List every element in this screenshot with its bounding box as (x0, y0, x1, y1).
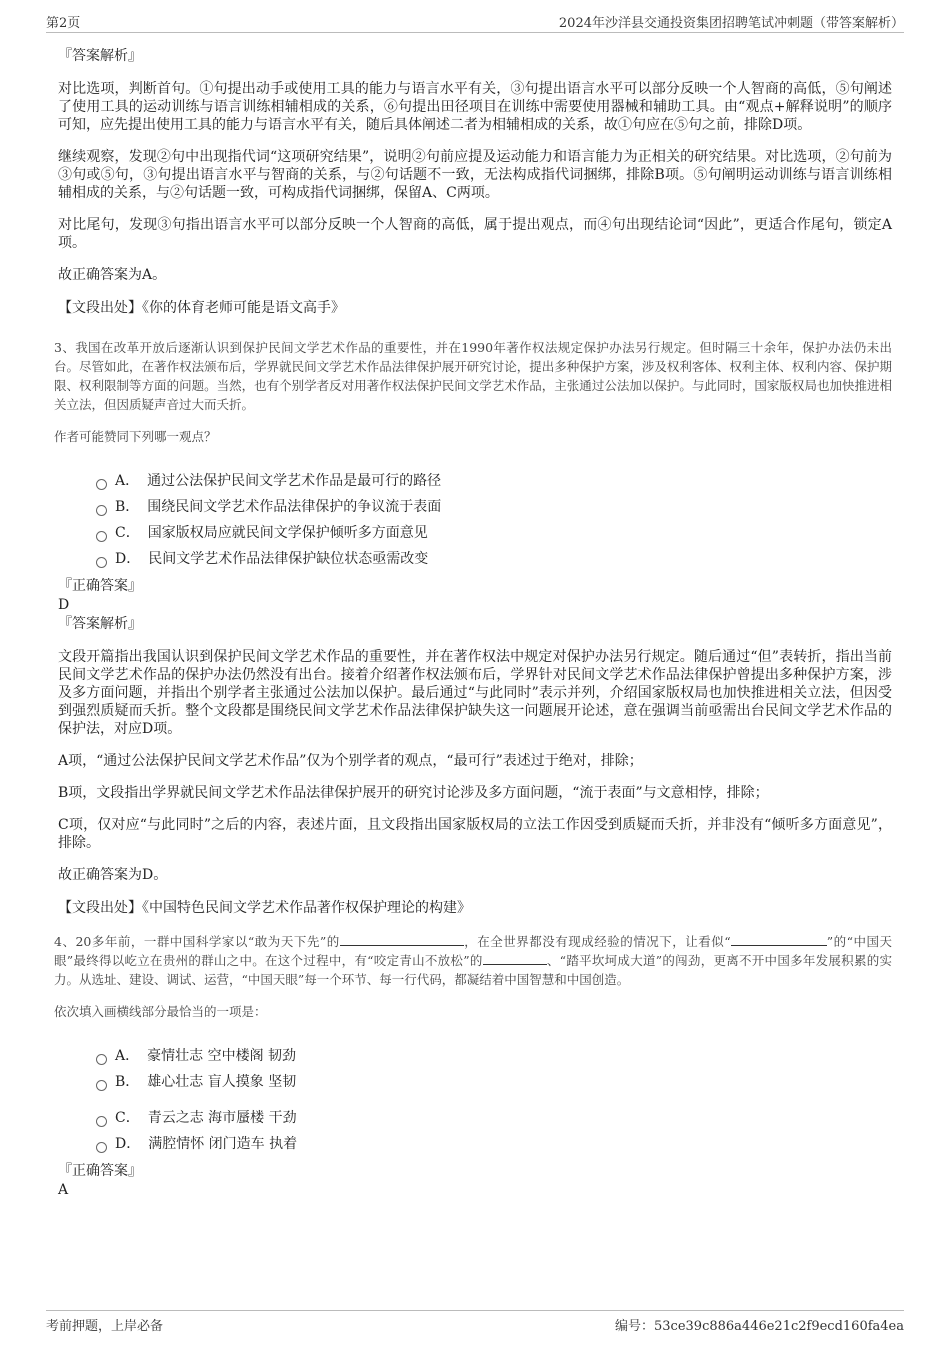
fill-blank-3 (483, 952, 547, 965)
radio-icon[interactable] (96, 1142, 107, 1153)
question-3-prompt: 作者可能赞同下列哪一观点？ (54, 429, 217, 444)
option-a[interactable]: A． 豪情壮志 空中楼阁 韧劲 (96, 1043, 892, 1069)
source-citation: 【文段出处】《你的体育老师可能是语文高手》 (58, 300, 345, 316)
analysis-paragraph: 对比尾句，发现③句指出语言水平可以部分反映一个人智商的高低，属于提出观点，而④句出现结论词“因此”，更适合作尾句，锁定A项。 (58, 217, 892, 251)
document-body (54, 46, 893, 1199)
analysis-paragraph: A项，“通过公法保护民间文学艺术作品”仅为个别学者的观点，“最可行”表述过于绝对，排除； (58, 753, 643, 769)
analysis-paragraph: 故正确答案为D。 (58, 867, 168, 883)
option-c[interactable]: C． 青云之志 海市蜃楼 干劲 (96, 1105, 892, 1131)
fill-blank-2 (731, 933, 827, 946)
radio-icon[interactable] (96, 505, 107, 516)
radio-icon[interactable] (96, 557, 107, 568)
correct-answer: D (58, 597, 70, 613)
analysis-paragraph: 继续观察，发现②句中出现指代词“这项研究结果”，说明②句前应提及运动能力和语言能力为正相关的研究结果。对比选项，②句前为③句或⑤句，③句提出语言水平与智商的关系，与②句话题不一致，无法构成指代词捆绑，排除B项。⑤句阐明运动训练与语言训练相辅相成的关系，与②句话题一致，可构成指代词捆绑，保留A、C两项。 (58, 149, 892, 201)
option-d[interactable]: D． 民间文学艺术作品法律保护缺位状态亟需改变 (96, 546, 892, 572)
source-citation: 【文段出处】《中国特色民间文学艺术作品著作权保护理论的构建》 (58, 900, 471, 916)
page-number: 第2页 (46, 16, 81, 31)
radio-icon[interactable] (96, 531, 107, 542)
question-4-options (96, 1043, 892, 1157)
radio-icon[interactable] (96, 479, 107, 490)
question-3-text: 3、我国在改革开放后逐渐认识到保护民间文学艺术作品的重要性，并在1990年著作权法规定保护办法另行规定。但时隔三十余年，保护办法仍未出台。尽管如此，在著作权法颁布后，学界就民间文学艺术作品法律保护展开研究讨论，提出多种保护方案，涉及权利客体、权利主体、权利内容、保护期限、权利限制等方面的问题。当然，也有个别学者反对用著作权法保护民间文学艺术作品，主张通过公法加以保护。与此同时，国家版权局也加快推进相关立法，但因质疑声音过大而夭折。 (54, 340, 892, 412)
page-footer (46, 1310, 904, 1337)
analysis-heading: 『答案解析』 (58, 616, 142, 632)
analysis-heading: 『答案解析』 (58, 48, 142, 64)
correct-answer: A (58, 1182, 69, 1198)
option-b[interactable]: B． 雄心壮志 盲人摸象 坚韧 (96, 1069, 892, 1095)
footer-slogan: 考前押题，上岸必备 (46, 1319, 164, 1334)
option-c[interactable]: C． 国家版权局应就民间文学保护倾听多方面意见 (96, 520, 892, 546)
analysis-paragraph: B项，文段指出学界就民间文学艺术作品法律保护展开的研究讨论涉及多方面问题，“流于表面”与文意相悖，排除； (58, 785, 769, 801)
question-3-options (96, 468, 892, 572)
option-d[interactable]: D． 满腔情怀 闭门造车 执着 (96, 1131, 892, 1157)
question-4-text: 4、20多年前，一群中国科学家以“敢为天下先”的 ，在全世界都没有现成经验的情况下，让看似“ ”的“中国天眼”最终得以屹立在贵州的群山之中。在这个过程中，有“咬定青山不放松”的 、“踏平坎坷成大道”的闯劲，更离不开中国多年发展积累的实力。从选址、建设、调试、运营，“中国天眼”每一个环节、每一行代码，都凝结着中国智慧和中国创造。 (54, 934, 893, 987)
document-id: 编号：53ce39c886a446e21c2f9ecd160fa4ea (615, 1319, 904, 1334)
fill-blank-1 (340, 933, 464, 946)
radio-icon[interactable] (96, 1054, 107, 1065)
analysis-paragraph: C项，仅对应“与此同时”之后的内容，表述片面，且文段指出国家版权局的立法工作因受到质疑而夭折，并非没有“倾听多方面意见”，排除。 (58, 817, 892, 851)
analysis-paragraph: 故正确答案为A。 (58, 267, 167, 283)
question-4-prompt: 依次填入画横线部分最恰当的一项是： (54, 1004, 267, 1019)
page-header (46, 12, 904, 33)
radio-icon[interactable] (96, 1080, 107, 1091)
correct-answer-heading: 『正确答案』 (58, 1163, 142, 1179)
option-a[interactable]: A． 通过公法保护民间文学艺术作品是最可行的路径 (96, 468, 892, 494)
correct-answer-heading: 『正确答案』 (58, 578, 142, 594)
document-title: 2024年沙洋县交通投资集团招聘笔试冲刺题（带答案解析） (558, 16, 904, 31)
radio-icon[interactable] (96, 1116, 107, 1127)
analysis-paragraph: 对比选项，判断首句。①句提出动手或使用工具的能力与语言水平有关，③句提出语言水平可以部分反映一个人智商的高低，⑤句阐述了使用工具的运动训练与语言训练相辅相成的关系，⑥句提出田径项目在训练中需要使用器械和辅助工具。由“观点+解释说明”的顺序可知，应先提出使用工具的能力与语言水平有关，随后具体阐述二者为相辅相成的关系，故①句应在⑤句之前，排除D项。 (58, 81, 892, 133)
option-b[interactable]: B． 围绕民间文学艺术作品法律保护的争议流于表面 (96, 494, 892, 520)
analysis-paragraph: 文段开篇指出我国认识到保护民间文学艺术作品的重要性，并在著作权法中规定对保护办法另行规定。随后通过“但”表转折，指出当前民间文学艺术作品的保护办法仍然没有出台。接着介绍著作权法颁布后，学界针对民间文学艺术作品法律保护曾提出多种保护方案，涉及多方面问题，并指出个别学者主张通过公法加以保护。最后通过“与此同时”表示并列，介绍国家版权局也加快推进相关立法，但因受到强烈质疑而夭折。整个文段都是围绕民间文学艺术作品法律保护缺失这一问题展开论述，意在强调当前亟需出台民间文学艺术作品的保护法，对应D项。 (58, 649, 892, 737)
